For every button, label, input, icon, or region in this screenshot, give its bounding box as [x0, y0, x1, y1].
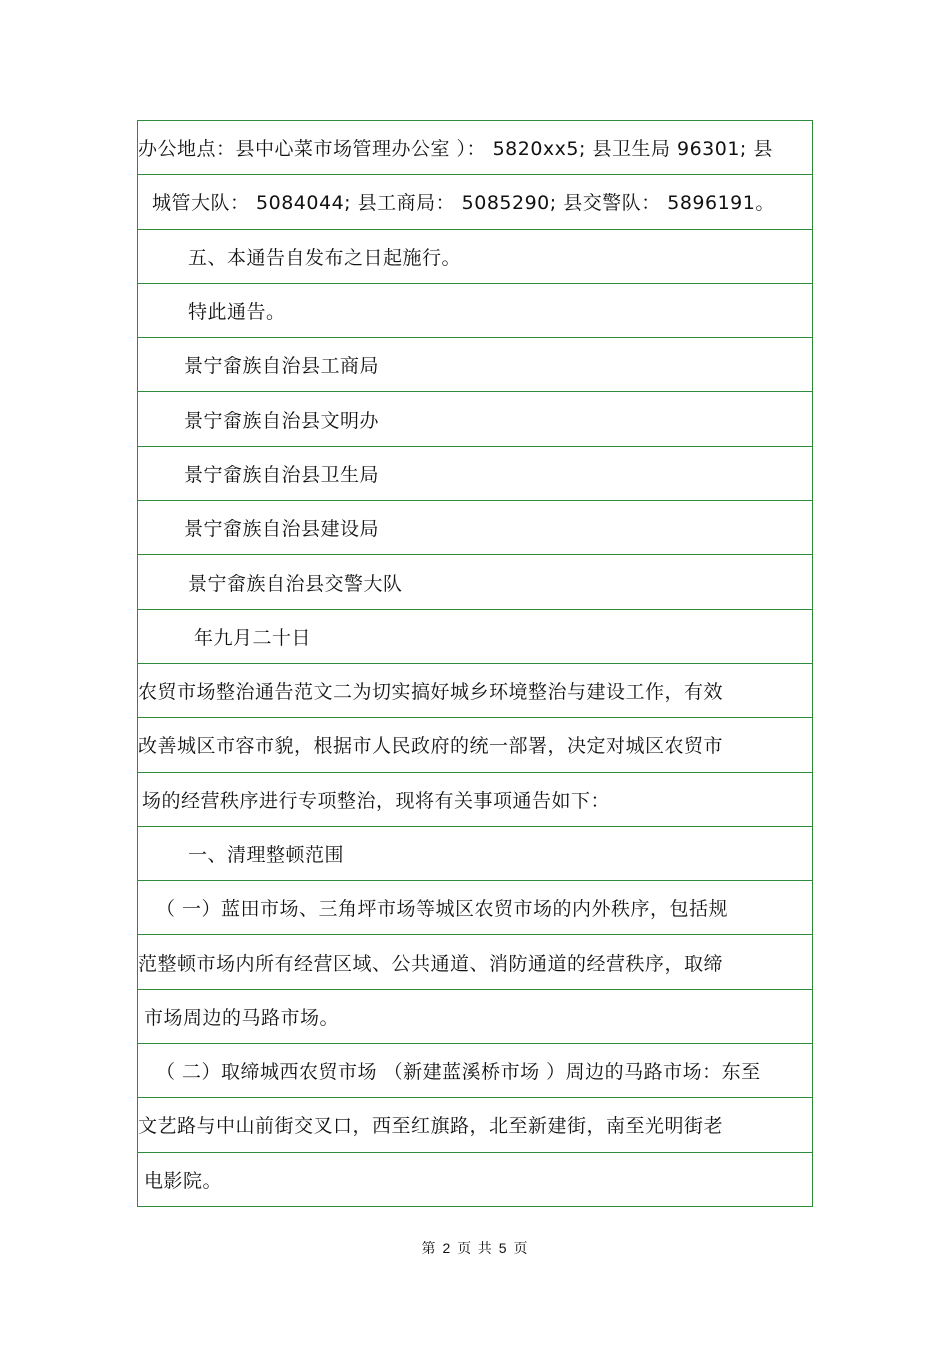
text-line	[138, 121, 812, 175]
text-line	[138, 935, 812, 989]
line-text: 办公地点：县中心菜市场管理办公室 ）： 5820xx5; 县卫生局 96301; 县	[138, 138, 773, 161]
line-text: （ 一）蓝田市场、三角坪市场等城区农贸市场的内外秩序，包括规	[156, 898, 729, 921]
line-text: 文艺路与中山前街交叉口，西至红旗路，北至新建街，南至光明街老	[138, 1115, 724, 1138]
text-line	[138, 827, 812, 881]
line-text: 农贸市场整治通告范文二为切实搞好城乡环境整治与建设工作，有效	[138, 681, 724, 704]
text-line	[138, 881, 812, 935]
text-line	[138, 990, 812, 1044]
text-line	[138, 230, 812, 284]
line-text: 市场周边的马路市场。	[144, 1006, 340, 1029]
text-line	[138, 175, 812, 229]
current-page-number: 2	[442, 1240, 452, 1256]
line-text: 五、本通告自发布之日起施行。	[188, 246, 462, 269]
line-text: （ 二）取缔城西农贸市场 （新建蓝溪桥市场 ）周边的马路市场：东至	[156, 1061, 761, 1084]
text-line	[138, 555, 812, 609]
line-text: 景宁畲族自治县建设局	[184, 518, 380, 541]
line-text: 景宁畲族自治县工商局	[184, 355, 380, 378]
text-line	[138, 718, 812, 772]
text-line	[138, 610, 812, 664]
text-line	[138, 338, 812, 392]
line-text: 场的经营秩序进行专项整治，现将有关事项通告如下：	[142, 789, 611, 812]
text-line	[138, 664, 812, 718]
text-line	[138, 284, 812, 338]
line-text: 景宁畲族自治县卫生局	[184, 463, 380, 486]
text-line	[138, 447, 812, 501]
line-text: 特此通告。	[188, 301, 286, 324]
page-number-footer	[0, 1238, 950, 1258]
line-text: 城管大队： 5084044; 县工商局： 5085290; 县交警队： 5896191。	[152, 192, 775, 215]
text-line	[138, 501, 812, 555]
line-text: 电影院。	[144, 1169, 223, 1192]
line-text: 景宁畲族自治县文明办	[184, 409, 380, 432]
line-text: 年九月二十日	[194, 626, 312, 649]
footer-suffix: 页	[513, 1241, 529, 1257]
text-line	[138, 1153, 812, 1207]
text-line	[138, 773, 812, 827]
line-text: 景宁畲族自治县交警大队	[188, 572, 403, 595]
text-line	[138, 1098, 812, 1152]
line-text: 范整顿市场内所有经营区域、公共通道、消防通道的经营秩序，取缔	[138, 952, 724, 975]
footer-middle: 页 共	[457, 1241, 493, 1257]
footer-prefix: 第	[421, 1241, 437, 1257]
ruled-text-table	[137, 120, 813, 1207]
text-line	[138, 1044, 812, 1098]
total-page-count: 5	[498, 1240, 508, 1256]
text-line	[138, 392, 812, 446]
line-text: 改善城区市容市貌，根据市人民政府的统一部署，决定对城区农贸市	[138, 735, 724, 758]
line-text: 一、清理整顿范围	[188, 844, 345, 866]
